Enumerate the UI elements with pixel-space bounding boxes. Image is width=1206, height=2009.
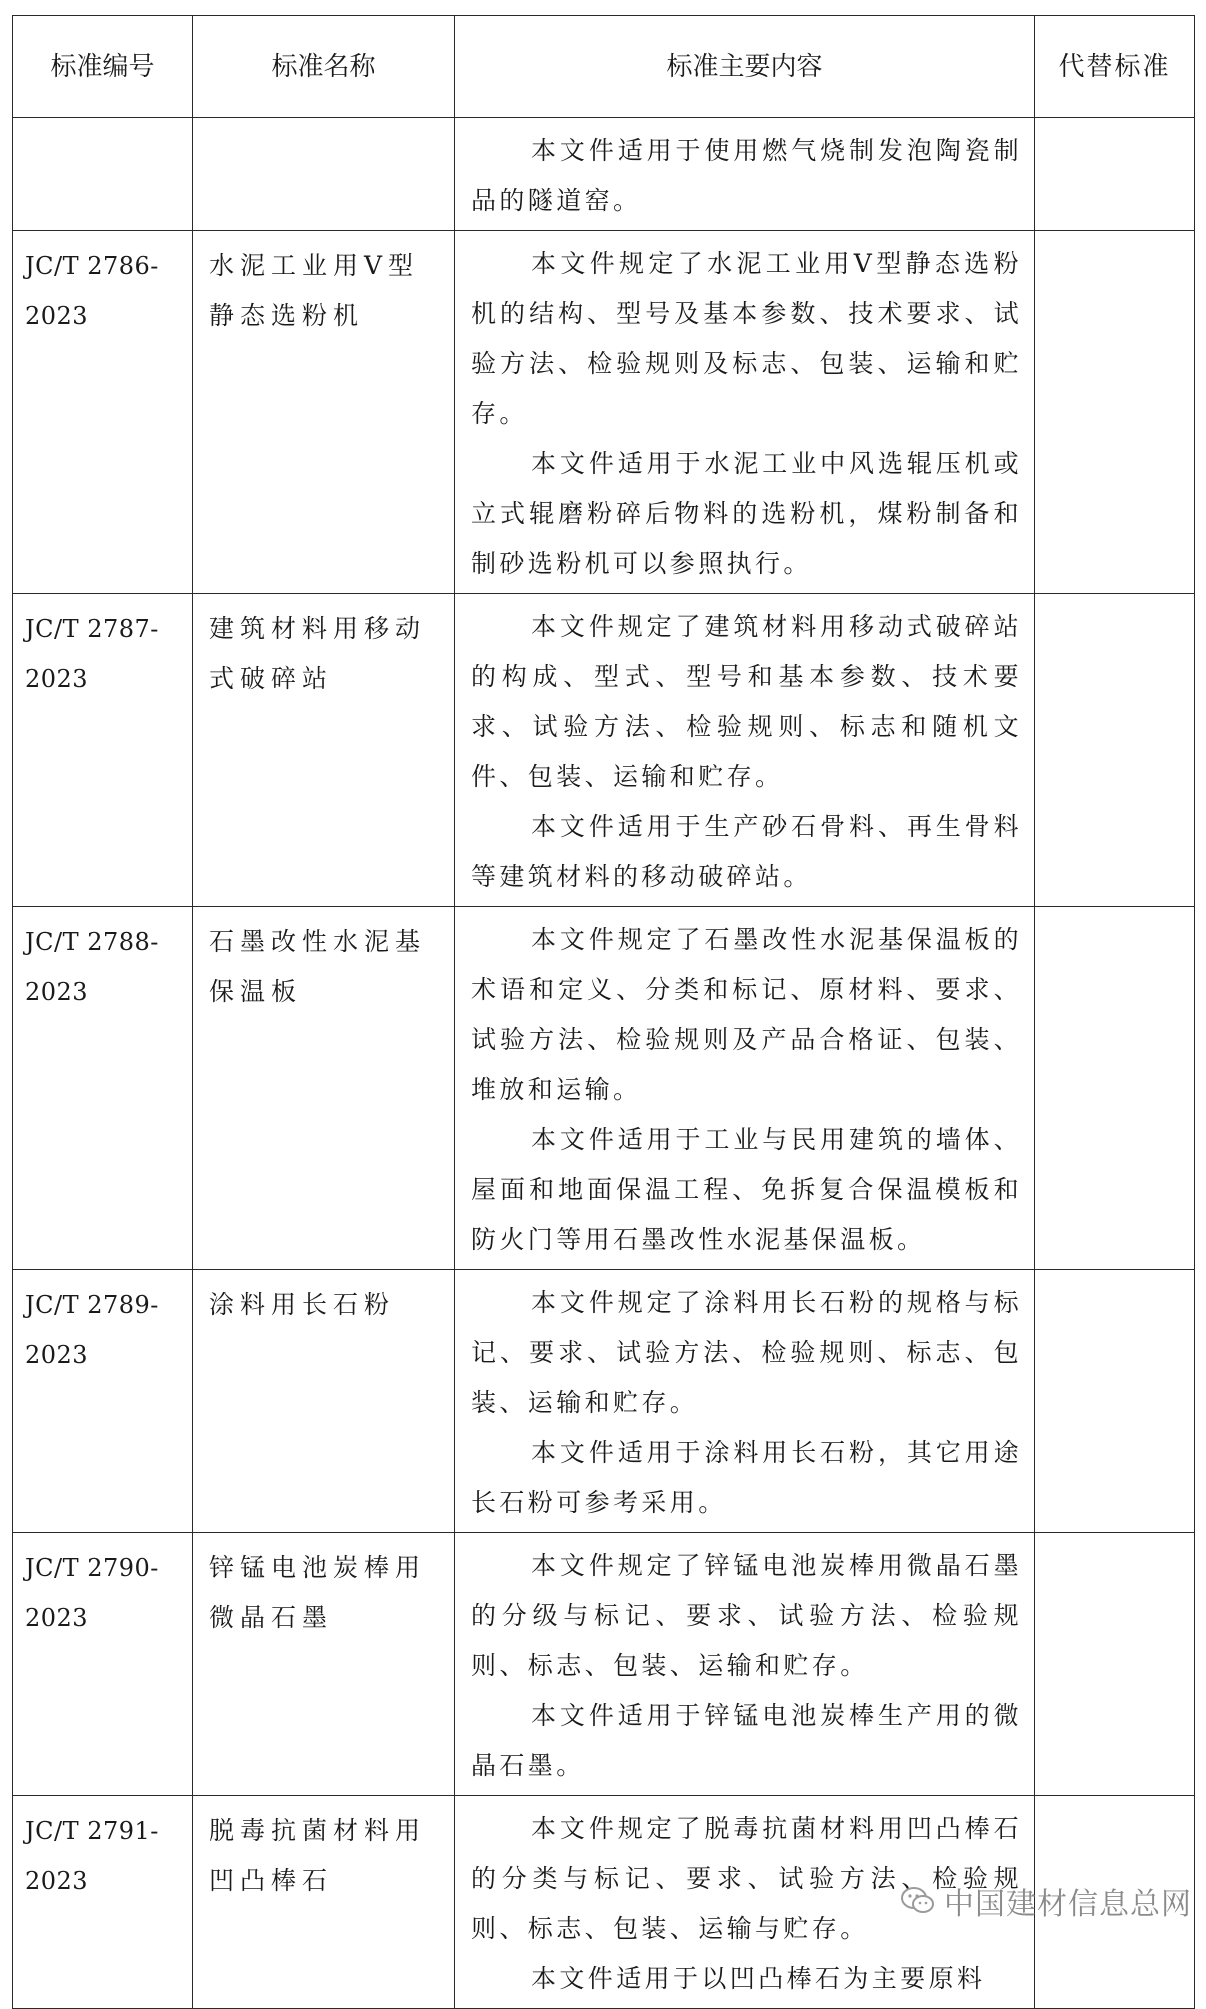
table-body (13, 118, 1195, 2009)
standard-code-cell: JC/T 2786-2023 (13, 231, 193, 594)
standard-code-cell: JC/T 2789-2023 (13, 1270, 193, 1533)
standard-content-cell (455, 231, 1035, 594)
content-paragraph: 本文件规定了脱毒抗菌材料用凹凸棒石的分类与标记、要求、试验方法、检验规则、标志、包装、运输与贮存。 (471, 1814, 1022, 1943)
watermark-text: 中国建材信息总网 (944, 1887, 1192, 1922)
content-paragraph: 本文件适用于以凹凸棒石为主要原料 (531, 1964, 986, 1993)
source-watermark (900, 1879, 1192, 1923)
standard-content-cell (455, 907, 1035, 1270)
header-main-content: 标准主要内容 (455, 16, 1035, 118)
replaced-standard-cell (1035, 231, 1195, 594)
standard-name-cell: 涂料用长石粉 (193, 1270, 455, 1533)
table-header-row (13, 16, 1195, 118)
header-standard-code: 标准编号 (13, 16, 193, 118)
header-replaced-standard: 代替标准 (1035, 16, 1195, 118)
content-paragraph: 本文件规定了锌锰电池炭棒用微晶石墨的分级与标记、要求、试验方法、检验规则、标志、包装、运输和贮存。 (471, 1551, 1022, 1680)
replaced-standard-cell (1035, 594, 1195, 907)
content-paragraph: 本文件适用于锌锰电池炭棒生产用的微晶石墨。 (471, 1701, 1022, 1780)
replaced-standard-cell (1035, 907, 1195, 1270)
content-paragraph: 本文件适用于水泥工业中风选辊压机或立式辊磨粉碎后物料的选粉机，煤粉制备和制砂选粉机可以参照执行。 (471, 449, 1022, 578)
standards-table (12, 15, 1195, 2009)
replaced-standard-cell (1035, 118, 1195, 231)
content-paragraph: 本文件规定了石墨改性水泥基保温板的术语和定义、分类和标记、原材料、要求、试验方法、检验规则及产品合格证、包装、堆放和运输。 (471, 925, 1022, 1104)
table-row (13, 907, 1195, 1270)
table-row (13, 1533, 1195, 1796)
content-paragraph: 本文件规定了建筑材料用移动式破碎站的构成、型式、型号和基本参数、技术要求、试验方法、检验规则、标志和随机文件、包装、运输和贮存。 (471, 612, 1022, 791)
standard-content-cell (455, 1270, 1035, 1533)
table-row (13, 1270, 1195, 1533)
standard-code-cell: JC/T 2791-2023 (13, 1796, 193, 2009)
standard-code-cell: JC/T 2787-2023 (13, 594, 193, 907)
standard-code-cell: JC/T 2790-2023 (13, 1533, 193, 1796)
content-paragraph: 本文件规定了涂料用长石粉的规格与标记、要求、试验方法、检验规则、标志、包装、运输和贮存。 (471, 1288, 1022, 1417)
standard-name-cell (193, 118, 455, 231)
content-paragraph: 本文件适用于生产砂石骨料、再生骨料等建筑材料的移动破碎站。 (471, 812, 1022, 891)
standard-name-cell: 锌锰电池炭棒用微晶石墨 (193, 1533, 455, 1796)
standard-name-cell: 建筑材料用移动式破碎站 (193, 594, 455, 907)
content-paragraph: 本文件适用于涂料用长石粉，其它用途长石粉可参考采用。 (471, 1438, 1022, 1517)
content-paragraph: 本文件规定了水泥工业用V型静态选粉机的结构、型号及基本参数、技术要求、试验方法、检验规则及标志、包装、运输和贮存。 (471, 249, 1022, 428)
standard-content-cell (455, 118, 1035, 231)
wechat-icon (900, 1886, 936, 1916)
content-paragraph: 本文件适用于使用燃气烧制发泡陶瓷制品的隧道窑。 (471, 136, 1022, 215)
content-paragraph: 本文件适用于工业与民用建筑的墙体、屋面和地面保温工程、免拆复合保温模板和防火门等用石墨改性水泥基保温板。 (471, 1125, 1022, 1254)
standard-name-cell: 石墨改性水泥基保温板 (193, 907, 455, 1270)
standard-content-cell (455, 594, 1035, 907)
replaced-standard-cell (1035, 1270, 1195, 1533)
table-row (13, 231, 1195, 594)
header-standard-name: 标准名称 (193, 16, 455, 118)
standard-content-cell (455, 1533, 1035, 1796)
standard-name-cell: 水泥工业用V型静态选粉机 (193, 231, 455, 594)
table-row (13, 118, 1195, 231)
standard-code-cell (13, 118, 193, 231)
standard-code-cell: JC/T 2788-2023 (13, 907, 193, 1270)
standard-name-cell: 脱毒抗菌材料用凹凸棒石 (193, 1796, 455, 2009)
replaced-standard-cell (1035, 1533, 1195, 1796)
table-row (13, 594, 1195, 907)
